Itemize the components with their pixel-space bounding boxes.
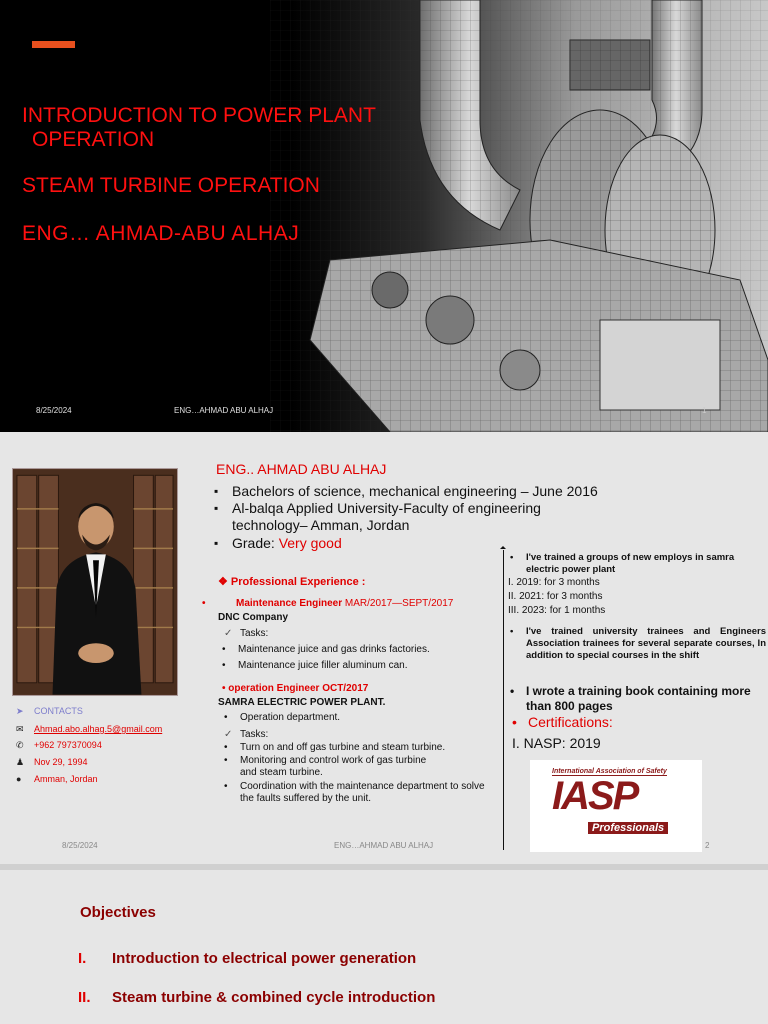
phone-icon: ✆	[16, 740, 24, 750]
maintenance-company: DNC Company	[218, 612, 289, 623]
objectives-title: Objectives	[80, 904, 156, 921]
education-degree: ▪ Bachelors of science, mechanical engineering – June 2016	[232, 483, 598, 500]
profile-name: ENG.. AHMAD ABU ALHAJ	[216, 461, 387, 477]
contact-phone: ✆ +962 797370094	[16, 740, 102, 750]
iasp-logo-bottom: Professionals	[588, 822, 668, 834]
slide-title-continued: OPERATION	[32, 128, 155, 151]
operation-period: OCT/2017	[322, 683, 369, 694]
contact-birthdate: ♟ Nov 29, 1994	[16, 757, 88, 767]
objective-text: Introduction to electrical power generation	[112, 950, 417, 967]
slide-author: ENG… AHMAD-ABU ALHAJ	[22, 222, 300, 245]
iasp-logo	[530, 760, 702, 852]
envelope-icon: ✉	[16, 724, 24, 734]
footer-author: ENG…AHMAD ABU ALHAJ	[174, 406, 274, 415]
operation-task: • Coordination with the maintenance department to solve the faults suffered by the unit.	[240, 781, 498, 805]
contact-email[interactable]: ✉ Ahmad.abo.alhag.5@gmail.com	[16, 724, 163, 734]
contact-location: ● Amman, Jordan	[16, 774, 98, 784]
objective-text: Steam turbine & combined cycle introduction	[112, 989, 436, 1006]
training-university: • I've trained university trainees and Engineers Association trainees for several separate courses, In addition to special courses in the shift	[526, 626, 766, 662]
operation-tasks-label: ✓ Tasks:	[240, 729, 268, 741]
slide-number: 1	[702, 406, 707, 415]
operation-company: SAMRA ELECTRIC POWER PLANT.	[218, 697, 386, 708]
maintenance-period: MAR/2017—SEPT/2017	[344, 598, 454, 609]
profile-slide	[0, 432, 768, 864]
footer-date: 8/25/2024	[62, 841, 98, 850]
certification-nasp: I. NASP: 2019	[512, 735, 601, 751]
grade-value: Very good	[278, 535, 342, 551]
steam-turbine-illustration	[270, 0, 768, 432]
objective-item	[78, 989, 435, 1006]
training-year: II. 2021: for 3 months	[508, 591, 603, 602]
operation-task: • Turn on and off gas turbine and steam turbine.	[240, 742, 445, 754]
slide-number: 2	[705, 841, 710, 850]
objective-item	[78, 950, 416, 967]
footer-date: 8/25/2024	[36, 406, 72, 415]
profile-photo	[12, 468, 178, 696]
operation-task: • Monitoring and control work of gas turbine and steam turbine.	[240, 755, 440, 779]
operation-department: • Operation department.	[240, 712, 340, 724]
person-icon: ♟	[16, 757, 25, 767]
objective-number: I.	[78, 950, 87, 967]
operation-role: • operation Engineer OCT/2017	[222, 683, 369, 694]
title-slide	[0, 0, 768, 432]
professional-experience-heading: ❖ Professional Experience :	[218, 576, 366, 588]
iasp-logo-mark: IASP	[552, 774, 638, 818]
certifications-heading: • Certifications:	[528, 716, 613, 728]
maintenance-task: • Maintenance juice filler aluminum can.	[238, 660, 408, 672]
training-groups: • I've trained a groups of new employs in samra electric power plant	[526, 552, 766, 576]
objectives-slide	[0, 864, 768, 1024]
slide-subtitle: STEAM TURBINE OPERATION	[22, 174, 320, 197]
maintenance-tasks-label: ✓ Tasks:	[240, 628, 268, 640]
objective-number: II.	[78, 989, 91, 1006]
slide-title: INTRODUCTION TO POWER PLANT	[22, 104, 376, 127]
footer-author: ENG…AHMAD ABU ALHAJ	[334, 841, 434, 850]
training-year: I. 2019: for 3 months	[508, 577, 600, 588]
maintenance-task: • Maintenance juice and gas drinks factories.	[238, 644, 430, 656]
location-pin-icon: ●	[16, 774, 22, 784]
accent-bar	[32, 41, 75, 48]
column-divider	[503, 550, 504, 850]
education-university: ▪ Al-balqa Applied University-Faculty of engineering technology– Amman, Jordan	[232, 500, 592, 534]
education-grade	[232, 535, 342, 552]
contacts-label: ➤ CONTACTS	[16, 706, 83, 716]
arrow-icon: ➤	[16, 706, 24, 716]
operation-role-title: operation Engineer	[228, 683, 320, 694]
grade-label: Grade:	[232, 535, 279, 551]
training-year: III. 2023: for 1 months	[508, 605, 606, 616]
training-book: • I wrote a training book containing more than 800 pages	[526, 684, 766, 714]
maintenance-role	[218, 598, 453, 610]
iasp-logo-top: International Association of Safety	[552, 768, 667, 775]
maintenance-role-title: Maintenance Engineer	[236, 598, 343, 609]
